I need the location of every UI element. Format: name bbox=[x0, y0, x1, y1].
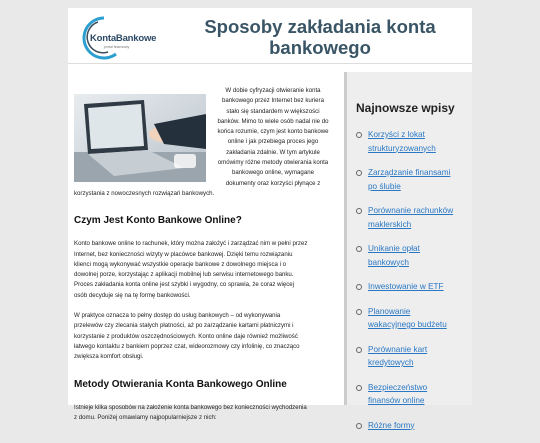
paragraph-line: zwiększa komfort obsługi. bbox=[74, 353, 144, 361]
recent-post-item bbox=[356, 280, 468, 294]
intro-line: banków. Mimo to wiele osób nadal nie do bbox=[217, 117, 329, 125]
recent-post-link[interactable]: Zarządzanie finansami po ślubie bbox=[368, 168, 451, 191]
recent-post-item bbox=[356, 204, 468, 231]
paragraph-line: korzystanie z produktów oszczędnościowych. Konto online daje również możliwość bbox=[74, 332, 298, 340]
sidebar bbox=[344, 72, 472, 430]
recent-post-item bbox=[356, 381, 468, 408]
recent-post-link[interactable]: Bezpieczeństwo finansów online bbox=[368, 382, 428, 405]
paragraph-line: Konto bankowe online to rachunek, który można założyć i zarządzać nim w pełni przez bbox=[74, 240, 308, 248]
intro-line: omówimy różne metody otwierania konta bbox=[217, 159, 329, 167]
paragraph-line: W praktyce oznacza to pełny dostęp do usług bankowych – od wykonywania bbox=[74, 312, 281, 320]
site-header bbox=[68, 8, 472, 64]
logo-text: KontaBankowe bbox=[90, 33, 157, 44]
intro-line: bankowego online, wymagane bbox=[232, 169, 314, 177]
paragraph-line: łatwego kontaktu z bankiem poprzez czat, wideorozmowy czy infolinię, co znacząco bbox=[74, 342, 300, 350]
intro-last-line: korzystania z nowoczesnych rozwiązań bankowych. bbox=[74, 189, 215, 197]
paragraph-line: z domu. Poniżej omawiamy najpopularniejsze z nich: bbox=[74, 413, 217, 421]
intro-line: dokumenty oraz korzyści płynące z bbox=[225, 179, 321, 187]
recent-post-item bbox=[356, 343, 468, 370]
recent-post-item bbox=[356, 128, 468, 155]
recent-post-link[interactable]: Planowanie wakacyjnego budżetu bbox=[368, 306, 447, 329]
article bbox=[74, 86, 336, 433]
paragraph-line: Internet, bez konieczności wizyty w placówce bankowej. Dzięki temu rozwiązaniu bbox=[74, 250, 293, 258]
recent-post-link[interactable]: Korzyści z lokat strukturyzowanych bbox=[368, 130, 436, 153]
site-title-line: bankowego bbox=[269, 37, 371, 58]
recent-posts-list bbox=[356, 128, 468, 443]
intro-line: bankowego przez Internet bez kuriera bbox=[222, 97, 324, 105]
paragraph-line: klienci mogą wykonywać wszystkie operacje bankowe z dowolnego miejsca i o bbox=[74, 260, 287, 268]
intro-line: W dobie cyfryzacji otwieranie konta bbox=[225, 87, 321, 94]
intro-line: końca rozumie, czym jest konto bankowe bbox=[217, 128, 329, 136]
recent-post-item bbox=[356, 305, 468, 332]
intro-line: zakładania zdalnie. W tym artykule bbox=[226, 148, 320, 156]
logo-tagline: portal finansowy bbox=[104, 45, 130, 49]
paragraph-line: Proces zakładania konta online jest szybki i wygodny, co sprawia, że coraz więcej bbox=[74, 281, 295, 289]
page bbox=[68, 8, 472, 430]
paragraph bbox=[74, 403, 336, 424]
recent-post-link[interactable]: Porównanie kart kredytowych bbox=[368, 344, 428, 367]
recent-post-item bbox=[356, 242, 468, 269]
hero-image bbox=[74, 94, 206, 182]
recent-post-link[interactable]: Inwestowanie w ETF bbox=[368, 282, 444, 291]
laptop-photo-icon bbox=[74, 94, 206, 182]
recent-post-link[interactable]: Porównanie rachunków maklerskich bbox=[368, 206, 454, 229]
paragraph bbox=[74, 239, 336, 301]
paragraph bbox=[74, 311, 336, 362]
section-heading: Czym Jest Konto Bankowe Online? bbox=[74, 215, 242, 227]
intro-line: stało się standardem w większości bbox=[226, 107, 320, 115]
site-logo[interactable] bbox=[74, 14, 158, 58]
recent-post-item bbox=[356, 166, 468, 193]
site-title bbox=[180, 16, 460, 58]
recent-post-item bbox=[356, 419, 468, 433]
paragraph-line: Istnieje kilka sposobów na założenie konta bankowego bez konieczności wychodzenia bbox=[74, 403, 307, 411]
recent-post-link[interactable]: Unikanie opłat bankowych bbox=[368, 244, 420, 267]
intro-line: online i jak przebiega proces jego bbox=[227, 138, 319, 146]
recent-post-link[interactable]: Różne formy bbox=[368, 420, 415, 430]
site-title-line: Sposoby zakładania konta bbox=[204, 16, 436, 37]
sidebar-heading: Najnowsze wpisy bbox=[356, 101, 455, 115]
paragraph-line: osób decyduje się na tę formę bankowości. bbox=[74, 291, 191, 299]
paragraph-line: dowolnej porze, korzystając z aplikacji mobilnej lub serwisu internetowego banku. bbox=[74, 271, 294, 279]
paragraph-line: przelewów czy zlecania stałych płatności, aż po zarządzanie kartami płatniczymi i bbox=[74, 322, 294, 330]
section-heading: Metody Otwierania Konta Bankowego Online bbox=[74, 378, 287, 390]
